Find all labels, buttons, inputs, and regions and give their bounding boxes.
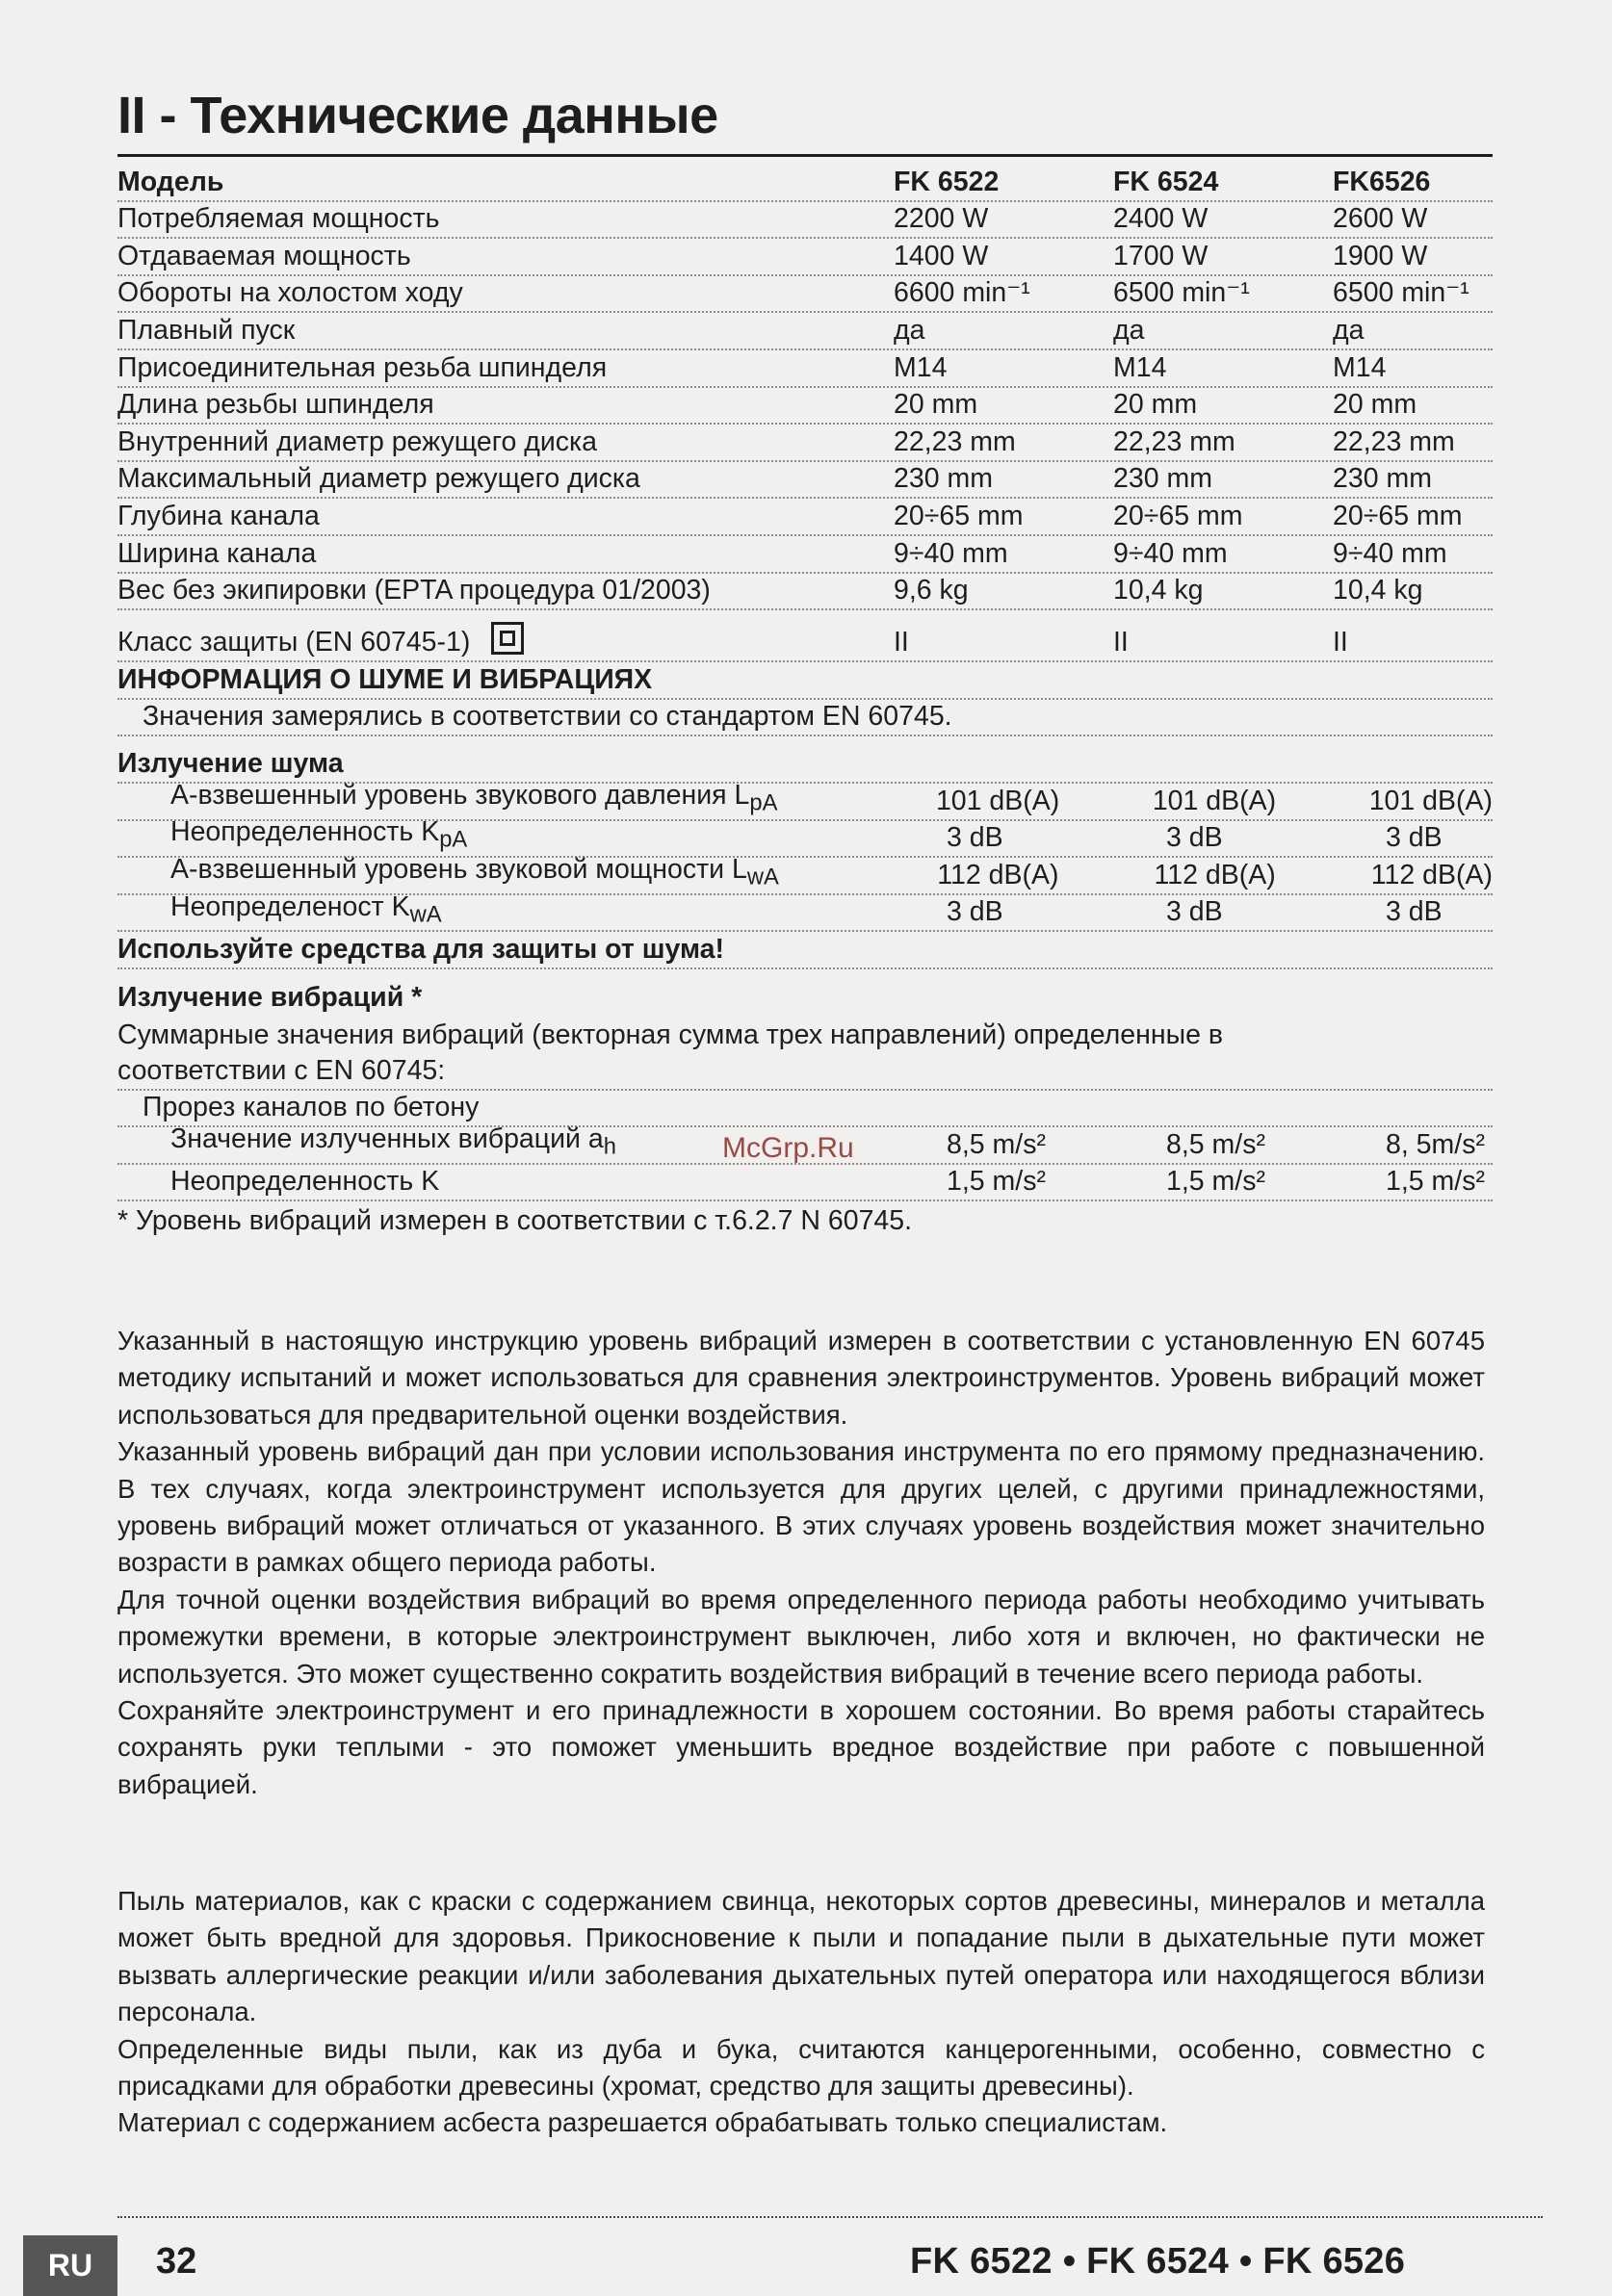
noise-label-text: Неопределеност K xyxy=(170,890,410,922)
noise-vibration-heading: ИНФОРМАЦИЯ О ШУМЕ И ВИБРАЦИЯХ xyxy=(117,663,653,695)
spec-value: 20 mm xyxy=(1333,389,1417,421)
paragraph: Пыль материалов, как с краски с содержанием свинца, некоторых сортов древесины, минералов и металла может быть вредной для здоровья. Прикосновение к пыли и попадание пыли в дыхательные пути может вызвать аллергические реакции и/или заболевания дыхательных путей оператора или находящегося вблизи персонала. xyxy=(117,1886,1485,2027)
noise-warning-row xyxy=(117,932,1493,969)
spec-value: 1900 W xyxy=(1333,240,1428,271)
noise-label xyxy=(117,891,947,929)
spec-label: Потребляемая мощность xyxy=(117,203,440,235)
noise-vibration-heading-row xyxy=(117,662,1493,700)
spec-header-row xyxy=(117,165,1493,202)
spec-row xyxy=(117,425,1493,462)
spec-label: Внутренний диаметр режущего диска xyxy=(117,426,597,457)
vibration-explanation xyxy=(117,1323,1485,1803)
noise-value: 101 dB(A) xyxy=(1368,785,1494,816)
spec-row xyxy=(117,350,1493,388)
spec-row xyxy=(117,536,1493,574)
noise-value: 3 dB xyxy=(1166,822,1223,854)
noise-label xyxy=(117,854,937,891)
spec-value: 230 mm xyxy=(894,463,993,495)
vibration-label xyxy=(117,1166,947,1198)
title-rule xyxy=(117,154,1493,157)
noise-value: 101 dB(A) xyxy=(1152,785,1277,816)
paragraph: Сохраняйте электроинструмент и его принадлежности в хорошем состоянии. Во время работы старайтесь сохранять руки теплыми - это поможет уменьшить вредное воздействие при работе с повышенной вибрацией. xyxy=(117,1695,1485,1799)
footer-rule xyxy=(117,2216,1543,2218)
spec-value: M14 xyxy=(894,351,948,383)
vibration-value: 8,5 m/s² xyxy=(947,1128,1046,1160)
standard-note-row xyxy=(117,700,1493,737)
spec-value: 22,23 mm xyxy=(894,426,1016,457)
spec-value: 2200 W xyxy=(894,203,989,235)
noise-label xyxy=(117,816,947,854)
spec-value: 230 mm xyxy=(1333,463,1432,495)
spec-row xyxy=(117,574,1493,611)
spec-value: 2400 W xyxy=(1113,203,1209,235)
spec-value: II xyxy=(894,627,909,658)
language-badge: RU xyxy=(23,2235,117,2296)
spec-row xyxy=(117,462,1493,500)
spec-value: II xyxy=(1333,627,1348,658)
noise-label-text: А-взвешенный уровень звукового давления L xyxy=(170,779,750,811)
noise-value: 112 dB(A) xyxy=(937,859,1059,890)
vibration-value: 8,5 m/s² xyxy=(1166,1128,1265,1160)
spec-table xyxy=(117,165,1493,1239)
vibration-label-text: Значение излученных вибраций a xyxy=(170,1123,604,1155)
noise-label-text: А-взвешенный уровень звуковой мощности L xyxy=(170,854,747,885)
vibration-intro-line: Суммарные значения вибраций (векторная сумма трех направлений) определенные в xyxy=(117,1019,1223,1051)
model-name: FK 6522 xyxy=(894,166,1000,197)
noise-warning: Используйте средства для защиты от шума! xyxy=(117,933,724,965)
vibration-intro-line: соответствии с EN 60745: xyxy=(117,1054,446,1086)
noise-row xyxy=(117,816,1493,859)
spec-value: да xyxy=(1333,314,1365,346)
spec-label: Плавный пуск xyxy=(117,314,296,346)
noise-value: 112 dB(A) xyxy=(1370,859,1493,890)
spec-row xyxy=(117,239,1493,276)
protection-class-label xyxy=(117,622,894,658)
spec-value: 20÷65 mm xyxy=(1333,500,1463,531)
spec-value: 20÷65 mm xyxy=(1113,500,1243,531)
spec-value: 9÷40 mm xyxy=(1113,537,1228,569)
paragraph: Определенные виды пыли, как из дуба и бука, считаются канцерогенными, особенно, совместно с присадками для обработки древесины (хромат, средство для защиты древесины). xyxy=(117,2033,1485,2102)
model-label: Модель xyxy=(117,166,224,197)
paragraph: Указанный уровень вибраций дан при условии использования инструмента по его прямому предназначению. В тех случаях, когда электроинструмент используется для других целей, с другими принадлежностями, уровень вибраций может отличаться от указанного. В этих случаях уровень воздействия может значительно возрасти в рамках общего периода работы. xyxy=(117,1436,1485,1578)
noise-label xyxy=(117,780,936,817)
spec-row xyxy=(117,388,1493,426)
model-name: FK6526 xyxy=(1333,166,1431,197)
spec-value: 1400 W xyxy=(894,240,989,271)
vibration-value: 1,5 m/s² xyxy=(1166,1166,1265,1198)
spec-row xyxy=(117,499,1493,536)
spec-value: M14 xyxy=(1113,351,1167,383)
application-row xyxy=(117,1091,1493,1128)
spec-value: 10,4 kg xyxy=(1113,575,1204,606)
spec-value: 1700 W xyxy=(1113,240,1209,271)
noise-label-text: Неопределенность K xyxy=(170,816,440,848)
spec-label: Длина резьбы шпинделя xyxy=(117,389,434,421)
vibration-value: 1,5 m/s² xyxy=(1386,1166,1485,1198)
noise-label-subscript: wA xyxy=(746,864,779,890)
noise-value: 3 dB xyxy=(1166,896,1223,928)
application-label: Прорез каналов по бетону xyxy=(143,1092,480,1123)
spec-value: 6500 min⁻¹ xyxy=(1333,277,1469,309)
noise-value: 3 dB xyxy=(947,822,1003,854)
spec-value: 9,6 kg xyxy=(894,575,969,606)
watermark: McGrp.Ru xyxy=(722,1132,854,1164)
spec-row xyxy=(117,202,1493,240)
noise-row xyxy=(117,854,1493,895)
protection-class-row xyxy=(117,610,1493,662)
noise-label-subscript: pA xyxy=(749,789,778,816)
page-title: II - Технические данные xyxy=(117,87,718,144)
noise-label-subscript: wA xyxy=(409,901,442,928)
noise-value: 112 dB(A) xyxy=(1154,859,1276,890)
noise-value: 101 dB(A) xyxy=(935,785,1060,816)
spec-value: 6600 min⁻¹ xyxy=(894,277,1030,309)
page-number: 32 xyxy=(156,2241,197,2282)
spec-value: 230 mm xyxy=(1113,463,1212,495)
protection-class-text: Класс защиты (EN 60745-1) xyxy=(117,627,471,658)
noise-row xyxy=(117,890,1493,933)
spec-value: 9÷40 mm xyxy=(894,537,1008,569)
spec-value: II xyxy=(1113,627,1129,658)
spec-value: 10,4 kg xyxy=(1333,575,1423,606)
spec-value: 20 mm xyxy=(894,389,978,421)
spec-value: да xyxy=(1113,314,1145,346)
spec-value: 20 mm xyxy=(1113,389,1198,421)
noise-row xyxy=(117,779,1494,821)
vibration-value: 1,5 m/s² xyxy=(947,1166,1046,1198)
spec-label: Максимальный диаметр режущего диска xyxy=(117,463,640,495)
spec-label: Присоединительная резьба шпинделя xyxy=(117,351,608,383)
spec-value: 6500 min⁻¹ xyxy=(1113,277,1250,309)
spec-value: 2600 W xyxy=(1333,203,1428,235)
vibration-label-subscript: h xyxy=(603,1133,616,1160)
vibration-value: 8, 5m/s² xyxy=(1386,1128,1485,1160)
noise-value: 3 dB xyxy=(947,896,1003,928)
vibration-intro-row xyxy=(117,1053,1493,1091)
spec-value: 20÷65 mm xyxy=(894,500,1024,531)
spec-value: 22,23 mm xyxy=(1113,426,1235,457)
spec-value: 9÷40 mm xyxy=(1333,537,1447,569)
vibration-footnote: * Уровень вибраций измерен в соответствии с т.6.2.7 N 60745. xyxy=(117,1205,913,1237)
noise-emission-heading-row xyxy=(117,746,1493,784)
noise-label-subscript: pA xyxy=(439,827,468,854)
noise-emission-heading: Излучение шума xyxy=(117,747,344,779)
spec-value: да xyxy=(894,314,925,346)
vibration-heading: Излучение вибраций * xyxy=(117,982,423,1014)
spec-label: Вес без экипировки (EPTA процедура 01/2003) xyxy=(117,575,711,606)
spec-label: Отдаваемая мощность xyxy=(117,240,411,271)
paragraph: Указанный в настоящую инструкцию уровень вибраций измерен в соответствии с установленную EN 60745 методику испытаний и может использоваться для сравнения электроинструментов. Уровень вибраций может использоваться для предварительной оценки воздействия. xyxy=(117,1326,1485,1430)
vibration-label-text: Неопределенность K xyxy=(170,1166,440,1198)
footer-model-list: FK 6522 • FK 6524 • FK 6526 xyxy=(910,2241,1406,2282)
paragraph: Для точной оценки воздействия вибраций во время определенного периода работы необходимо учитывать промежутки времени, в которые электроинструмент выключен, либо хотя и включен, но фактически не используется. Это может существенно сократить воздействия вибраций в течение всего периода работы. xyxy=(117,1584,1485,1689)
spec-label: Глубина канала xyxy=(117,500,320,531)
spec-row xyxy=(117,276,1493,314)
model-name: FK 6524 xyxy=(1113,166,1219,197)
vibration-row xyxy=(117,1165,1493,1202)
dust-warning xyxy=(117,1883,1485,2142)
noise-value: 3 dB xyxy=(1386,896,1443,928)
vibration-intro-row xyxy=(117,1016,1493,1053)
spec-label: Обороты на холостом ходу xyxy=(117,277,463,309)
spec-label: Ширина канала xyxy=(117,537,317,569)
spec-value: M14 xyxy=(1333,351,1387,383)
double-insulation-icon xyxy=(491,622,524,655)
spec-row xyxy=(117,313,1493,350)
paragraph: Материал с содержанием асбеста разрешается обрабатывать только специалистам. xyxy=(117,2107,1168,2138)
noise-value: 3 dB xyxy=(1386,822,1443,854)
vibration-heading-row xyxy=(117,979,1493,1017)
standard-note: Значения замерялись в соответствии со стандартом EN 60745. xyxy=(143,701,952,733)
vibration-footnote-row xyxy=(117,1201,1493,1239)
spec-value: 22,23 mm xyxy=(1333,426,1455,457)
